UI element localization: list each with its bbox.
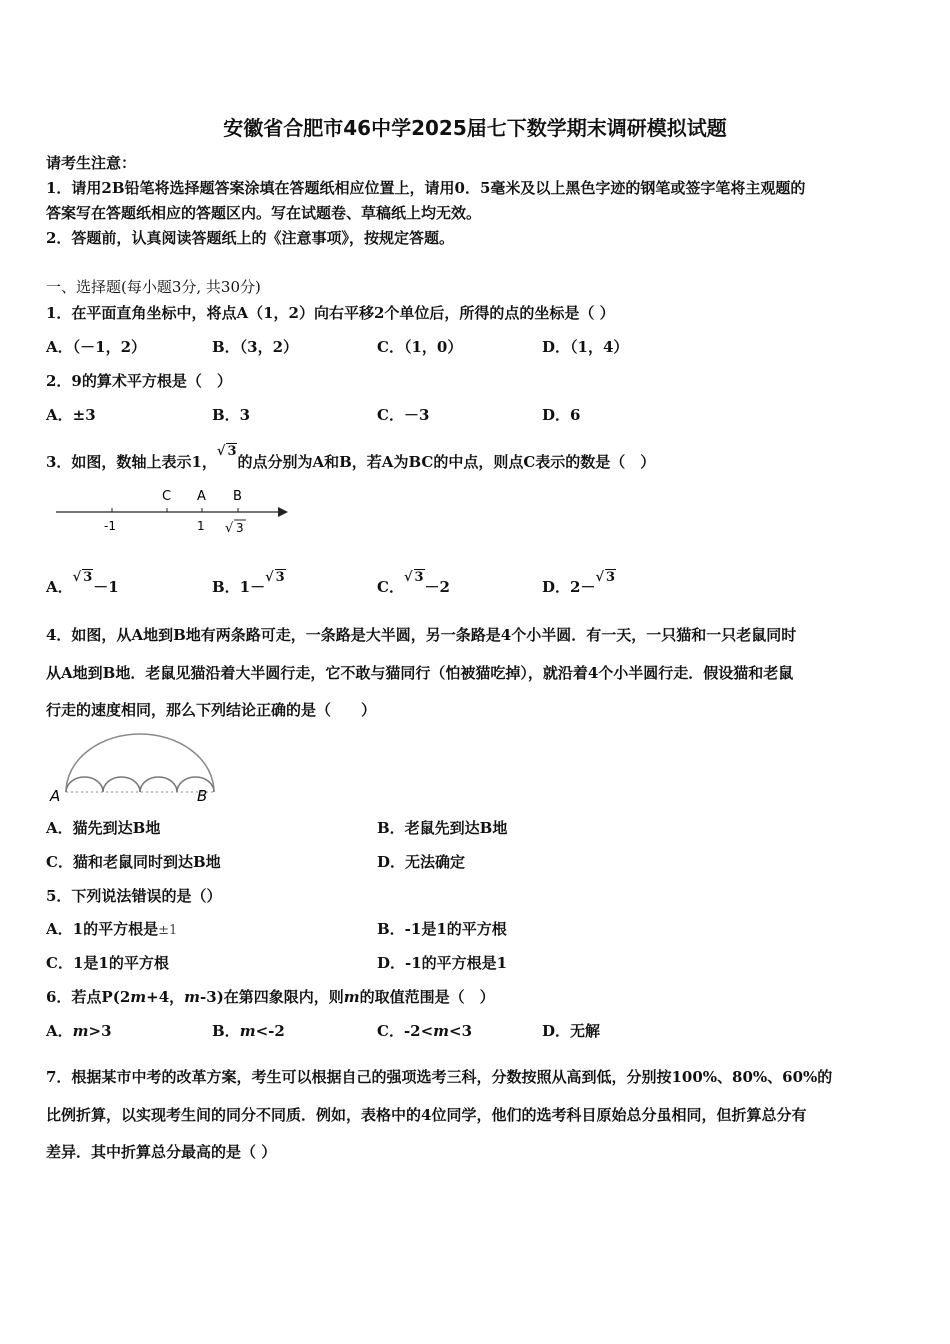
notice-line-2: 2．答题前，认真阅读答题纸上的《注意事项》，按规定答题。 bbox=[46, 229, 454, 247]
q4-option-d[interactable]: D．无法确定 bbox=[377, 853, 466, 871]
question-7-line-2: 比例折算，以实现考生间的同分不同质．例如，表格中的4位同学，他们的选考科目原始总分虽相同，但折算总分有 bbox=[46, 1106, 807, 1124]
q5-option-c[interactable]: C．1是1的平方根 bbox=[46, 954, 169, 972]
axis-tick-1: 1 bbox=[197, 519, 205, 533]
question-4-line-2: 从A地到B地．老鼠见猫沿着大半圆行走，它不敢与猫同行（怕被猫吃掉），就沿着4个小半圆行走．假设猫和老鼠 bbox=[46, 664, 794, 682]
question-3-text bbox=[46, 444, 656, 472]
question-6-text: 6．若点P(2m+4，m-3)在第四象限内，则m的取值范围是（ ） bbox=[46, 988, 495, 1006]
question-7-line-3: 差异．其中折算总分最高的是（ ） bbox=[46, 1143, 277, 1161]
q4-option-a[interactable]: A．猫先到达B地 bbox=[46, 819, 161, 837]
q3-text-post: 的点分别为A和B，若A为BC的中点，则点C表示的数是（ ） bbox=[237, 453, 656, 471]
axis-label-c: C bbox=[162, 489, 172, 504]
q3-text-pre: 3．如图，数轴上表示1， bbox=[46, 453, 217, 471]
q2-option-d[interactable]: D．6 bbox=[542, 406, 581, 424]
section-heading: 一、选择题(每小题3分, 共30分) bbox=[46, 278, 261, 296]
q4-option-b[interactable]: B．老鼠先到达B地 bbox=[377, 819, 508, 837]
question-5-text: 5．下列说法错误的是（） bbox=[46, 887, 222, 905]
q6-option-a[interactable]: A．m>3 bbox=[46, 1022, 112, 1040]
notice-line-1: 1．请用2B铅笔将选择题答案涂填在答题纸相应位置上，请用0．5毫米及以上黑色字迹的钢笔或签字笔将主观题的 bbox=[46, 179, 806, 197]
axis-label-a: A bbox=[197, 489, 206, 504]
q2-option-b[interactable]: B．3 bbox=[212, 406, 251, 424]
q6-option-d[interactable]: D．无解 bbox=[542, 1022, 601, 1040]
notice-heading: 请考生注意： bbox=[46, 154, 137, 172]
question-2-text: 2．9的算术平方根是（ ） bbox=[46, 372, 232, 390]
point-a-label: A bbox=[50, 787, 61, 805]
q3-option-c[interactable]: C．√ 3－2 bbox=[377, 570, 450, 596]
q4-option-c[interactable]: C．猫和老鼠同时到达B地 bbox=[46, 853, 221, 871]
question-1-text: 1．在平面直角坐标中，将点A（1，2）向右平移2个单位后，所得的点的坐标是（ ） bbox=[46, 304, 615, 322]
page-title: 安徽省合肥市46中学2025届七下数学期末调研模拟试题 bbox=[223, 116, 727, 140]
q3-option-a[interactable]: A．√ 3－1 bbox=[46, 570, 119, 596]
axis-label-b: B bbox=[233, 489, 242, 504]
question-4-line-1: 4．如图，从A地到B地有两条路可走，一条路是大半圆，另一条路是4个小半圆．有一天，一只猫和一只老鼠同时 bbox=[46, 626, 797, 644]
q1-option-d[interactable]: D．（1，4） bbox=[542, 338, 629, 356]
point-b-label: B bbox=[197, 787, 208, 805]
q2-option-a[interactable]: A．±3 bbox=[46, 406, 96, 424]
q5-option-b[interactable]: B．-1是1的平方根 bbox=[377, 920, 507, 938]
q6-option-c[interactable]: C．-2<m<3 bbox=[377, 1022, 473, 1040]
axis-tick-sqrt3: 3 bbox=[236, 521, 244, 535]
question-4-line-3: 行走的速度相同，那么下列结论正确的是（ ） bbox=[46, 701, 377, 719]
q1-option-a[interactable]: A．（－1，2） bbox=[46, 338, 147, 356]
question-7-line-1: 7．根据某市中考的改革方案，考生可以根据自己的强项选考三科，分数按照从高到低，分别按100%、80%、60%的 bbox=[46, 1068, 833, 1086]
semicircle-paths-figure bbox=[46, 730, 218, 806]
q3-option-b[interactable]: B．1－√ 3 bbox=[212, 570, 285, 596]
q5-option-d[interactable]: D．-1的平方根是1 bbox=[377, 954, 508, 972]
q5-option-a[interactable]: A．1的平方根是±1 bbox=[46, 920, 178, 938]
q3-option-d[interactable]: D．2－√ 3 bbox=[542, 570, 616, 596]
number-line-figure bbox=[50, 482, 300, 540]
notice-line-1b: 答案写在答题纸相应的答题区内。写在试题卷、草稿纸上均无效。 bbox=[46, 204, 482, 222]
q1-option-b[interactable]: B．（3，2） bbox=[212, 338, 299, 356]
sqrt3-symbol: √ 3 bbox=[216, 444, 237, 459]
q1-option-c[interactable]: C．（1，0） bbox=[377, 338, 463, 356]
q2-option-c[interactable]: C．－3 bbox=[377, 406, 430, 424]
axis-tick-neg1: -1 bbox=[104, 519, 116, 533]
q6-option-b[interactable]: B．m<-2 bbox=[212, 1022, 285, 1040]
axis-tick-sqrt3-radical: √ bbox=[225, 521, 234, 536]
